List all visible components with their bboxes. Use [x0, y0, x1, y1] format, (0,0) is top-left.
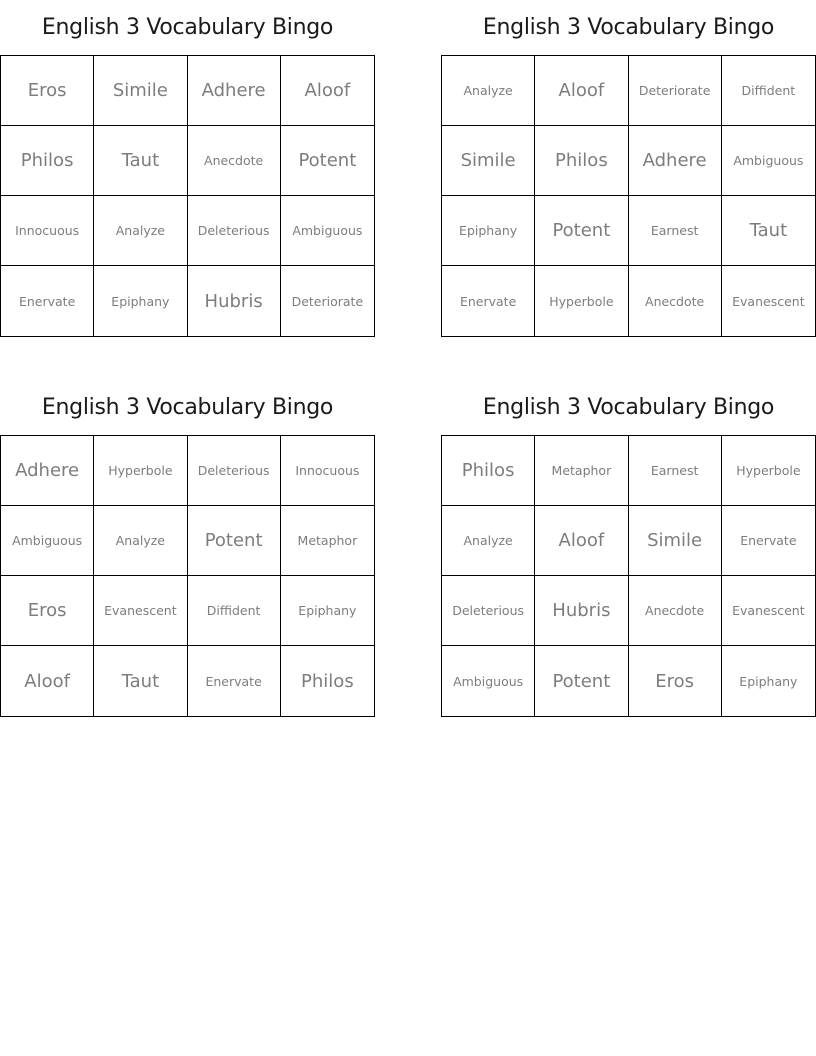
- bingo-cell: Enervate: [1, 266, 94, 336]
- bingo-cell: Hyperbole: [94, 436, 187, 506]
- bingo-cell: Deteriorate: [629, 56, 722, 126]
- bingo-cell: Potent: [188, 506, 281, 576]
- bingo-cell: Deleterious: [442, 576, 535, 646]
- bingo-cell: Philos: [1, 126, 94, 196]
- bingo-cell: Deleterious: [188, 196, 281, 266]
- bingo-cell: Hubris: [188, 266, 281, 336]
- bingo-card: [0, 14, 375, 337]
- bingo-cell: Analyze: [442, 56, 535, 126]
- bingo-cell: Enervate: [188, 646, 281, 716]
- bingo-cell: Ambiguous: [722, 126, 815, 196]
- bingo-card: [441, 394, 816, 717]
- card-title: English 3 Vocabulary Bingo: [482, 15, 775, 40]
- bingo-cell: Epiphany: [94, 266, 187, 336]
- bingo-cell: Potent: [281, 126, 374, 196]
- bingo-cell: Ambiguous: [1, 506, 94, 576]
- card-title: English 3 Vocabulary Bingo: [41, 395, 334, 420]
- bingo-cell: Anecdote: [629, 576, 722, 646]
- bingo-cell: Potent: [535, 196, 628, 266]
- bingo-cell: Adhere: [629, 126, 722, 196]
- bingo-cell: Epiphany: [281, 576, 374, 646]
- bingo-cell: Aloof: [535, 56, 628, 126]
- bingo-cell: Enervate: [442, 266, 535, 336]
- bingo-cell: Earnest: [629, 436, 722, 506]
- bingo-cell: Simile: [94, 56, 187, 126]
- bingo-cell: Enervate: [722, 506, 815, 576]
- bingo-cell: Adhere: [1, 436, 94, 506]
- bingo-cell: Anecdote: [188, 126, 281, 196]
- bingo-cell: Deleterious: [188, 436, 281, 506]
- bingo-cell: Philos: [442, 436, 535, 506]
- bingo-cell: Innocuous: [281, 436, 374, 506]
- bingo-cell: Epiphany: [442, 196, 535, 266]
- bingo-cell: Innocuous: [1, 196, 94, 266]
- bingo-cell: Diffident: [722, 56, 815, 126]
- bingo-cell: Hyperbole: [535, 266, 628, 336]
- bingo-cell: Evanescent: [94, 576, 187, 646]
- bingo-cell: Hyperbole: [722, 436, 815, 506]
- bingo-cell: Aloof: [535, 506, 628, 576]
- bingo-grid: [0, 435, 375, 717]
- card-title: English 3 Vocabulary Bingo: [482, 395, 775, 420]
- bingo-card: [441, 14, 816, 337]
- bingo-cell: Earnest: [629, 196, 722, 266]
- bingo-cell: Evanescent: [722, 576, 815, 646]
- bingo-cell: Evanescent: [732, 293, 805, 309]
- bingo-cell: Ambiguous: [442, 646, 535, 716]
- bingo-cell: Deteriorate: [291, 293, 364, 309]
- bingo-cell: Philos: [301, 670, 354, 692]
- bingo-cell: Epiphany: [739, 673, 798, 689]
- bingo-cell: Eros: [1, 56, 94, 126]
- bingo-cell: Philos: [535, 126, 628, 196]
- card-title: English 3 Vocabulary Bingo: [41, 15, 334, 40]
- bingo-cell: Eros: [1, 576, 94, 646]
- bingo-card: [0, 394, 375, 717]
- bingo-cell: Anecdote: [629, 266, 722, 336]
- bingo-cell: Taut: [94, 126, 187, 196]
- bingo-cell: Taut: [722, 196, 815, 266]
- bingo-cell: Metaphor: [281, 506, 374, 576]
- bingo-cell: Eros: [629, 646, 722, 716]
- bingo-cell: Adhere: [188, 56, 281, 126]
- bingo-cell: Diffident: [188, 576, 281, 646]
- bingo-grid: [0, 55, 375, 337]
- bingo-cell: Analyze: [442, 506, 535, 576]
- bingo-cell: Metaphor: [535, 436, 628, 506]
- bingo-cell: Analyze: [94, 196, 187, 266]
- bingo-cell: Hubris: [535, 576, 628, 646]
- bingo-cell: Taut: [94, 646, 187, 716]
- bingo-cell: Simile: [442, 126, 535, 196]
- bingo-cell: Aloof: [1, 646, 94, 716]
- bingo-grid: [441, 435, 816, 717]
- bingo-cell: Ambiguous: [281, 196, 374, 266]
- bingo-cell: Aloof: [281, 56, 374, 126]
- bingo-grid: [441, 55, 816, 337]
- bingo-cell: Potent: [535, 646, 628, 716]
- bingo-cell: Analyze: [94, 506, 187, 576]
- bingo-cell: Simile: [629, 506, 722, 576]
